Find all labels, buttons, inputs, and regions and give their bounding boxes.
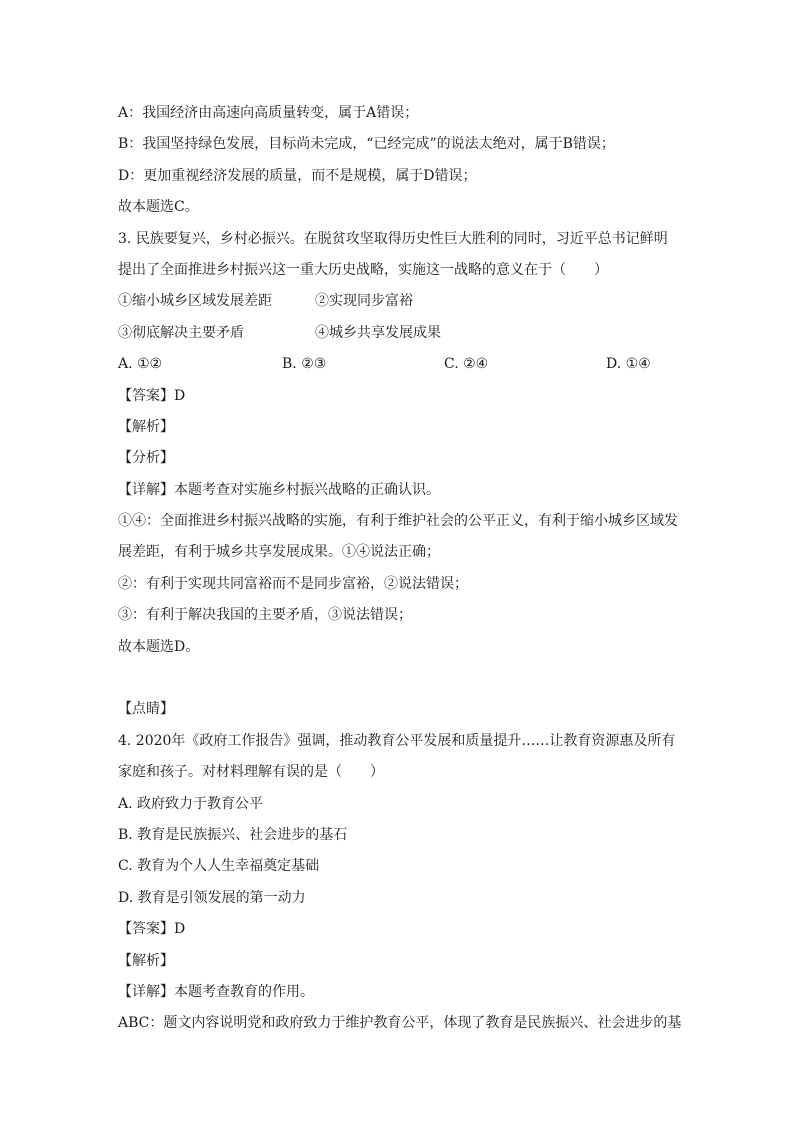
explanation-line-a: A：我国经济由高速向高质量转变，属于A错误； (118, 105, 419, 121)
q3-explanation-1a: ①④：全面推进乡村振兴战略的实施，有利于维护社会的公平正义，有利于缩小城乡区域发 (118, 513, 678, 530)
q3-item-4: ④城乡共享发展成果 (315, 324, 441, 341)
q3-conclusion: 故本题选D。 (118, 638, 200, 655)
q3-stem-line1: 3. 民族要复兴，乡村必振兴。在脱贫攻坚取得历史性巨大胜利的同时，习近平总书记鲜明 (118, 230, 668, 247)
q3-explanation-2: ②：有利于实现共同富裕而不是同步富裕，②说法错误； (118, 575, 468, 592)
q3-dianjing-heading: 【点睛】 (118, 701, 174, 718)
q4-option-b: B. 教育是民族振兴、社会进步的基石 (118, 826, 348, 843)
q3-items-row2 (118, 318, 678, 349)
q4-explanation-abc: ABC：题文内容说明党和政府致力于维护教育公平，体现了教育是民族振兴、社会进步的基 (118, 1015, 682, 1032)
q3-fenxi-heading: 【分析】 (118, 450, 174, 467)
q3-item-1: ①缩小城乡区域发展差距 (118, 293, 272, 310)
q3-option-a: A. ①② (118, 356, 163, 373)
q4-option-d: D. 教育是引领发展的第一动力 (118, 889, 306, 906)
q4-jiexi-heading: 【解析】 (118, 952, 174, 969)
q3-item-2: ②实现同步富裕 (315, 293, 413, 310)
explanation-line-d: D：更加重视经济发展的质量，而不是规模，属于D错误； (118, 167, 477, 184)
q4-option-c: C. 教育为个人人生幸福奠定基础 (118, 858, 320, 875)
q4-option-a: A. 政府致力于教育公平 (118, 795, 264, 812)
q3-option-b: B. ②③ (282, 356, 327, 373)
conclusion-q2: 故本题选C。 (118, 199, 199, 216)
q4-stem-line1: 4. 2020年《政府工作报告》强调，推动教育公平发展和质量提升……让教育资源惠及所有 (118, 732, 676, 749)
q4-detail: 【详解】本题考查教育的作用。 (118, 983, 314, 1000)
q3-explanation-3: ③：有利于解决我国的主要矛盾，③说法错误； (118, 607, 412, 624)
q3-detail: 【详解】本题考查对实施乡村振兴战略的正确认识。 (118, 481, 440, 498)
explanation-line-b: B：我国坚持绿色发展，目标尚未完成，“已经完成”的说法太绝对，属于B错误； (118, 136, 615, 153)
q3-stem-line2: 提出了全面推进乡村振兴这一重大历史战略，实施这一战略的意义在于（ ） (118, 261, 608, 278)
q3-explanation-1b: 展差距，有利于城乡共享发展成果。①④说法正确； (118, 544, 440, 561)
q3-jiexi-heading: 【解析】 (118, 418, 174, 435)
q3-items-row1 (118, 286, 678, 317)
spacer (118, 663, 678, 694)
document-page (118, 98, 682, 1040)
q3-options (118, 349, 678, 380)
q3-option-d: D. ①④ (606, 356, 651, 373)
q3-item-3: ③彻底解决主要矛盾 (118, 324, 244, 341)
q4-stem-line2: 家庭和孩子。对材料理解有误的是（ ） (118, 764, 384, 781)
q3-answer: 【答案】D (118, 387, 186, 404)
q4-answer: 【答案】D (118, 921, 186, 938)
q3-option-c: C. ②④ (444, 356, 489, 373)
